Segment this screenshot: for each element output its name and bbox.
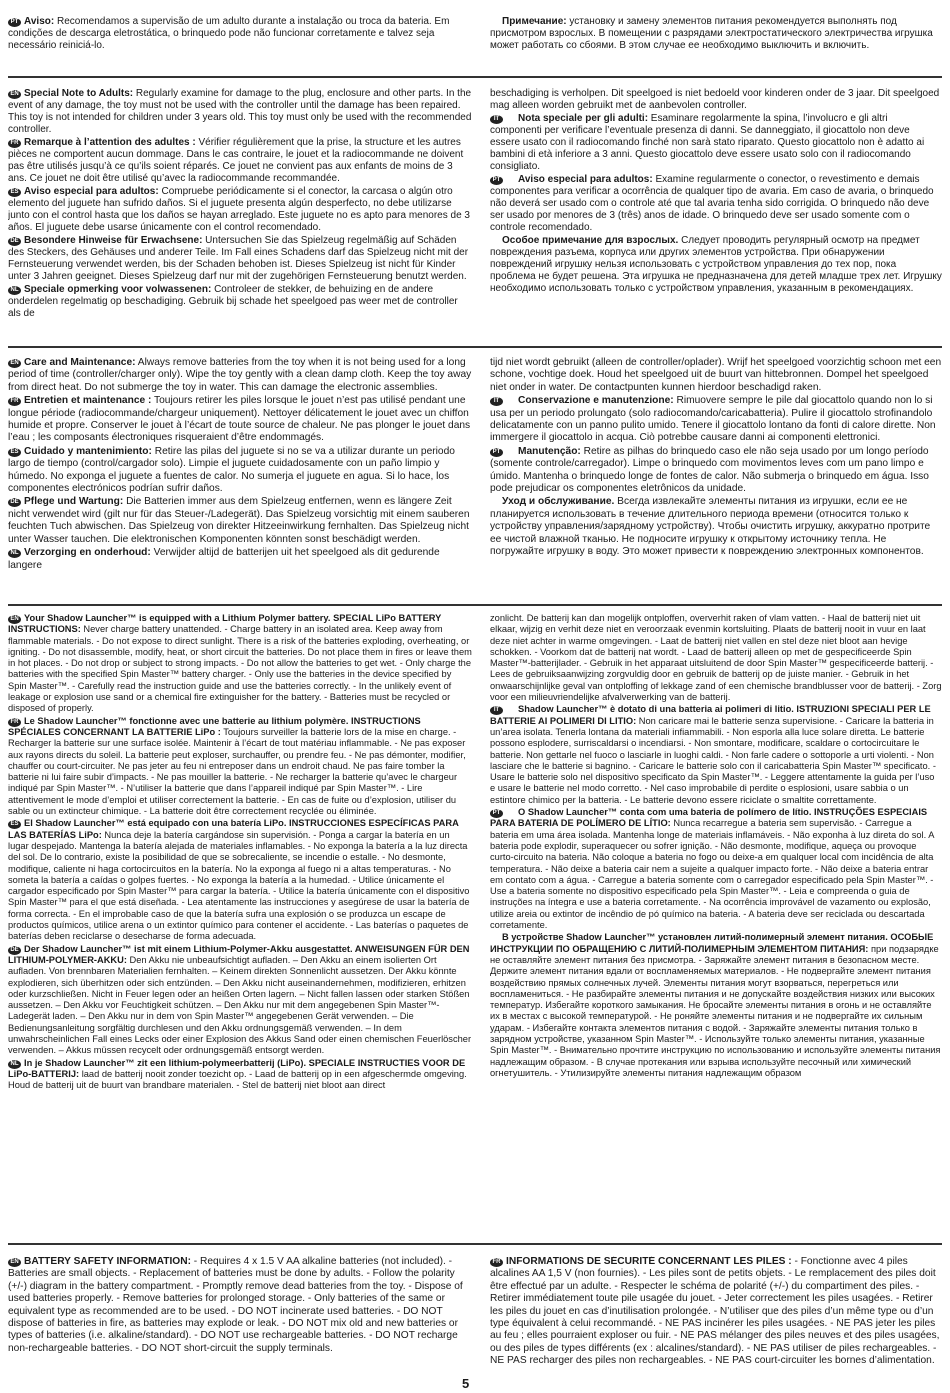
section-lipo-battery <box>8 613 942 1237</box>
paragraph-heading: Entretien et maintenance : <box>24 395 152 407</box>
language-badge-es: ES <box>8 448 21 457</box>
paragraph-body: Examine regularmente o conector, o revestimento e demais componentes para verificar a ocorrência de qualquer tipo de avaria. Em caso de avaria, o brinquedo não deverá ser usado com o controle até que tal avaria tenha sido corrigida. O brinquedo não deve ser usado por menores de 3 (três) anos de idade. O brinquedo deve ser usado somente com o controle recomendado. <box>490 174 934 233</box>
section-special-note <box>8 88 942 338</box>
paragraph-body: Nunca recarregue a bateria sem supervisão. - Carregue a bateria em uma área isolada. Mantenha longe de materiais inflamáveis. - Não exponha à luz direta do sol. A bateria pode explodir, superaquecer ou sofrer ignição. - Não desmonte, modifique, aqueça ou provoque curto-circuito na bateria. Não coloque a bateria no fogo ou deixe-a em qualquer local com incidência de alta temperatura. - Não deixe a bateria cair nem a sujeite a qualquer impacto forte. - Não deixe a bateria entrar em contato com a água. - Carregue a bateria somente com o carregador especificado pela Spin Master™. - Use a bateria somente no dispositivo especificado pela Spin Master™. - Leia e compreenda o guia de instruções na íntegra e use a bateria corretamente. - Na ocorrência improvável de vazamento ou explosão, utilize areia ou extintor de incêndio de pó químico na bateria. - A bateria deve ser reciclada ou descartada corretamente. <box>490 818 934 931</box>
column-right <box>490 613 942 1080</box>
paragraph-nl-continued <box>490 88 942 112</box>
language-badge-en: EN <box>8 615 21 624</box>
paragraph-body: - Fonctionne avec 4 piles alcalines AA 1,5 V (non fournies). - Les piles sont de petits objets. - Le remplacement des piles doit être effectué par un adulte. - Respecter le schéma de polarité (+/-) du compartiment des piles. - Retirer immédiatement toute pile usagée du jouet. - Jeter correctement les piles usagées. - Retirer les piles du jouet en cas d’inutilisation prolongée. - N’utiliser que des piles d’un même type ou d’un type équivalent à celui recommandé. - NE PAS incinérer les piles usagées. - NE PAS jeter les piles au feu ; elles pourraient exploser ou fuir. - NE PAS mélanger des piles neuves et des piles usagées, ou des piles de types différents (ex : alcalines/standard). - NE PAS utiliser de piles rechargeables. - NE PAS recharger des piles non rechargeables. - NE PAS court-circuiter les bornes d’alimentation. <box>490 1256 940 1367</box>
paragraph-nl-continued <box>490 613 942 703</box>
language-badge-it: IT <box>490 706 503 715</box>
paragraph-heading: Special Note to Adults: <box>24 88 134 99</box>
paragraph-heading: Nota speciale per gli adulti: <box>518 113 649 124</box>
column-left <box>8 357 472 573</box>
paragraph-de <box>8 944 472 1057</box>
paragraph-body: Toujours retirer les piles lorsque le jouet n’est pas utilisé pendant une longue période (radiocommande/chargeur uniquement). Nettoyer délicatement le jouet avec un chiffon humide et propre. Conserver le jouet à l’écart de toute source de chaleur. Ne pas plonger le jouet dans l’eau ; les composants électroniques risqueraient d’être endommagés. <box>8 395 471 444</box>
paragraph-body: Verwijder altijd de batterijen uit het speelgoed als dit gedurende langere <box>8 547 440 571</box>
section-battery-safety <box>8 1256 942 1388</box>
paragraph-pt <box>8 16 472 52</box>
paragraph-heading: Cuidado y mantenimiento: <box>24 445 152 457</box>
paragraph-nl <box>8 284 472 320</box>
language-badge-de: DE <box>8 498 21 507</box>
language-badge-it: IT <box>490 115 503 124</box>
column-right <box>490 88 942 296</box>
paragraph-fr <box>8 716 472 818</box>
column-left <box>8 16 472 53</box>
paragraph-heading: Manutenção: <box>518 445 581 457</box>
section-warning <box>8 16 942 66</box>
language-badge-pt: PT <box>490 809 503 818</box>
paragraph-body: Esaminare regolarmente la spina, l’involucro e gli altri componenti per verificare l’eventuale presenza di danni. Se danneggiato, il giocattolo non deve essere usato con il radiocomando finché non sarà stato riparato. Questo giocattolo non è adatto ai bambini di età inferiore a 3 anni. Questo giocattolo deve essere usato solo con il radiocomando consigliato. <box>490 113 925 172</box>
paragraph-fr <box>8 137 472 185</box>
language-badge-en: EN <box>8 359 21 368</box>
column-right <box>490 16 942 53</box>
paragraph-body: Следует проводить регулярный осмотр на предмет повреждения разъема, корпуса или других элементов устройства. При обнаружении повреждений игрушку нельзя использовать с устройством управления до тех пор, пока проблема не будет решена. Эта игрушка не предназначена для детей младше трех лет. Игрушку необходимо использовать только с устройством управления, указанным в рекомендациях. <box>490 235 942 294</box>
paragraph-body: Vérifier régulièrement que la prise, la structure et les autres pièces ne comportent aucun dommage. Dans le cas contraire, le jouet et la radiocommande ne doivent pas être utilisés jusqu’à ce qu’ils soient réparés. Ce jouet ne convient pas aux enfants de moins de 3 ans. Ce jouet ne doit être utilisé qu’avec la radiocommande recommandée. <box>8 137 464 184</box>
paragraph-pt <box>490 807 942 931</box>
paragraph-heading: BATTERY SAFETY INFORMATION: <box>24 1256 191 1267</box>
paragraph-fr <box>490 1256 942 1368</box>
paragraph-body: laad de batterij nooit zonder toezicht op. - Laad de batterij op in een afgeschermde omgeving. Houd de batterij uit de buurt van brandbare materialen. - Stel de batterij niet bloot aan direct <box>8 1068 467 1091</box>
paragraph-body: zonlicht. De batterij kan dan mogelijk ontploffen, oververhit raken of vlam vatten. - Haal de batterij niet uit elkaar, wijzig en verhit deze niet en veroorzaak evenmin kortsluiting. Plaats de batterij nooit in vuur en laat deze niet achter in warme omgevingen. - Laat de batterij niet vallen en stel deze niet bloot aan hevige schokken. - Voorkom dat de batterij nat wordt. - Laad de batterij alleen op met de gespecificeerde Spin Master™-batterijlader. - Gebruik in het apparaat uitsluitend de door Spin Master™ gespecificeerde batterij. - Lees de gebruiksaanwijzing zorgvuldig door en gebruik de batterij op de juiste manier. - Gebruik in het onwaarschijnlijke geval van ontploffing of lekkage zand of een chemische brandblusser voor de batterij. - Zorg voor een milieuvriendelijke afvalverwerking van de batterij. <box>490 613 942 703</box>
paragraph-heading: Besondere Hinweise für Erwachsene: <box>24 235 203 246</box>
section-care-maintenance <box>8 357 942 597</box>
paragraph-heading: Особое примечание для взрослых. <box>502 235 679 246</box>
paragraph-ru <box>490 932 942 1079</box>
paragraph-body: Compruebe periódicamente si el conector, la carcasa o algún otro elemento del juguete han sufrido daños. Si el juguete presenta algún desperfecto, no debe utilizarse junto con el control hasta que los daños se hayan arreglado. Este juguete no es apto para menores de 3 años. El juguete debe usarse únicamente con el control recomendado. <box>8 186 470 233</box>
section-divider <box>8 346 942 348</box>
paragraph-body: beschadiging is verholpen. Dit speelgoed is niet bedoeld voor kinderen onder de 3 jaar. Dit speelgoed mag alleen worden gebruikt met de aanbevolen controller. <box>490 88 940 111</box>
paragraph-es <box>8 818 472 942</box>
language-badge-en: EN <box>8 90 21 99</box>
paragraph-heading: Aviso: <box>24 16 55 27</box>
paragraph-body: Controleer de stekker, de behuizing en de andere onderdelen regelmatig op beschadiging. Gebruik bij schade het speelgoed pas weer met de controller als de <box>8 284 458 319</box>
language-badge-fr: FR <box>490 1258 503 1267</box>
language-badge-fr: FR <box>8 397 21 406</box>
paragraph-heading: Shadow Launcher™ è dotato di una batteria ai polimeri di litio. ISTRUZIONI SPECIALI PER LE BATTERIE AI POLIMERI DI LITIO: <box>490 704 931 726</box>
paragraph-it <box>490 704 942 806</box>
paragraph-body: Die Batterien immer aus dem Spielzeug entfernen, wenn es längere Zeit nicht verwendet wird (gilt nur für das Steuer-/Ladegerät). Das Spielzeug vorsichtig mit einem sauberen feuchten Tuch abwischen. Das Spielzeug von direkter Hitzeeinwirkung fernhalten. Das Spielzeug nicht unter Wasser tauchen. Die elektronischen Komponenten könnten sonst beschädigt werden. <box>8 496 470 545</box>
paragraph-nl <box>8 1058 472 1092</box>
paragraph-ru <box>490 235 942 295</box>
paragraph-pt <box>490 174 942 234</box>
paragraph-body: Всегда извлекайте элементы питания из игрушки, если ее не планируется использовать в течение длительного периода времени (относится только к устройству управления/зарядному устройству). Чтобы очистить игрушку, аккуратно протрите ее чистой влажной тканью. Не подносите игрушку к открытому источнику тепла. Не погружайте игрушку в воду. Это может привести к повреждению электронных компонентов. <box>490 496 931 558</box>
paragraph-heading: In je Shadow Launcher™ zit een lithium-polymeerbatterij (LiPo). SPECIALE INSTRUCTIES VOOR DE LiPo-BATTERIJ: <box>8 1057 466 1079</box>
language-badge-nl: NL <box>8 1060 21 1069</box>
language-badge-pt: PT <box>8 18 21 27</box>
language-badge-it: IT <box>490 397 503 406</box>
paragraph-heading: O Shadow Launcher™ conta com uma bateria de polímero de lítio. INSTRUÇÕES ESPECIAIS PARA BATERIA DE POLÍMERO DE LÍTIO: <box>490 807 928 829</box>
paragraph-heading: Your Shadow Launcher™ is equipped with a Lithium Polymer battery. SPECIAL LiPo BATTERY INSTRUCTIONS: <box>8 613 442 635</box>
section-divider <box>8 604 942 606</box>
paragraph-de <box>8 496 472 546</box>
language-badge-pt: PT <box>490 176 503 185</box>
language-badge-fr: FR <box>8 718 21 727</box>
paragraph-heading: Aviso especial para adultos: <box>24 186 159 197</box>
paragraph-heading: Der Shadow Launcher™ ist mit einem Lithium-Polymer-Akku ausgestattet. ANWEISUNGEN FÜR DEN LITHIUM-POLYMER-AKKU: <box>8 943 470 965</box>
paragraph-heading: Le Shadow Launcher™ fonctionne avec une batterie au lithium polymère. INSTRUCTIONS SPÉCIALES CONCERNANT LA BATTERIE LiPo : <box>8 715 421 737</box>
paragraph-heading: Speciale opmerking voor volwassenen: <box>24 284 212 295</box>
paragraph-en <box>8 613 472 715</box>
column-right <box>490 357 942 560</box>
paragraph-heading: Aviso especial para adultos: <box>518 174 653 185</box>
language-badge-en: EN <box>8 1258 21 1267</box>
paragraph-en <box>8 1256 472 1355</box>
paragraph-pt <box>490 446 942 496</box>
paragraph-nl-continued <box>490 357 942 394</box>
section-divider <box>8 1243 942 1245</box>
paragraph-body: при подзарядке не оставляйте элемент питания без присмотра. - Заряжайте элемент питания в безопасном месте. Держите элемент питания вдали от воспламеняемых материалов. - Не подвергайте элемент питания воздействию прямых солнечных лучей. Элементы питания могут взорваться, перегреться или воспламениться. - Не разбирайте элементы питания и не допускайте воздействия низких или высоких температур. Избегайте короткого замыкания. Не бросайте элементы питания в огонь и не оставляйте их в местах с высокой температурой. - Не роняйте элементы питания и не подвергайте их сильным ударам. - Избегайте контакта элементов питания с водой. - Заряжайте элементы питания только в зарядном устройстве, указанном Spin Master™. - Используйте только элементы питания, указанные Spin Master™. - Внимательно прочтите инструкцию по использованию и используйте элементы питания надлежащим образом. - В случае протекания или взрыва используйте песочный или химический огнетушитель. - Утилизируйте элементы питания надлежащим образом <box>490 943 941 1078</box>
column-right <box>490 1256 942 1369</box>
paragraph-body: Rimuovere sempre le pile dal giocattolo quando non lo si usa per un periodo prolungato (solo radiocomando/caricabatteria). Pulire il giocattolo strofinandolo delicatamente con un panno pulito umido. Tenere il giocattolo lontano da fonti di calore dirette. Non immergere il giocattolo in acqua. Ciò potrebbe causare danni ai componenti elettronici. <box>490 395 936 444</box>
language-badge-nl: NL <box>8 286 21 295</box>
paragraph-body: Den Akku nie unbeaufsichtigt aufladen. – Den Akku an einem isolierten Ort aufladen. Von brennbaren Materialien fernhalten. – Keinem direkten Sonnenlicht aussetzen. Der Akku könnte explodieren, sich überhitzen oder sich entzünden. – Den Akku nicht auseinandernehmen, modifizieren, erhitzen oder kurzschließen. Nicht in Feuer legen oder an heißen Orten lagern. – Nicht fallen lassen oder starken Stößen aussetzen. – Den Akku vor Feuchtigkeit schützen. – Den Akku nur mit dem angegebenen Spin Master™-Ladegerät laden. – Den Akku nur in dem von Spin Master™ angegebenen Gerät verwenden. – Die Bedienungsanleitung sorgfältig durchlesen und den Akku ordnungsgemäß verwenden. – In dem unwahrscheinlichen Fall eines Lecks oder einer Explosion des Akkus Sand oder einen chemischen Feuerlöscher verwenden. – Akkus müssen recycelt oder ordnungsgemäß entsorgt werden. <box>8 954 472 1056</box>
language-badge-es: ES <box>8 820 21 829</box>
paragraph-body: Toujours surveiller la batterie lors de la mise en charge. - Recharger la batterie sur une surface isolée. Maintenir à l’écart de tout matériau inflammable. - Ne pas exposer aux rayons directs du soleil. La batterie peut exploser, surchauffer, ou prendre feu. - Ne pas démonter, modifier, chauffer ou court-circuiter. Ne pas jeter au feu ni entreposer dans un endroit chaud. Ne pas faire tomber la batterie ni lui faire subir d’impacts. - Ne pas mouiller la batterie. - Ne recharger la batterie qu’avec le chargeur indiqué par Spin Master™. - N’utiliser la batterie que dans l’appareil indiqué par Spin Master™. - Lire attentivement le mode d’emploi et utiliser correctement la batterie. - En cas de fuite ou d’explosion, utiliser du sable ou un extincteur chimique. - La batterie doit être correctement recyclée ou éliminée. <box>8 726 466 817</box>
language-badge-de: DE <box>8 237 21 246</box>
paragraph-body: Nunca deje la batería cargándose sin supervisión. - Ponga a cargar la batería en un lugar despejado. Mantenga la batería alejada de materiales inflamables. - No exponga la batería a la luz directa del sol. De lo contrario, existe la posibilidad de que se sobrecaliente, se incendie o estalle. - No desmonte, modifique, caliente ni haga cortocircuitos en la batería. No la exponga al fuego ni a altas temperaturas. - No someta la batería a caídas o golpes fuertes. - No exponga la batería a la humedad. - Utilice únicamente el cargador especificado por Spin Master™ para cargar la batería. - Utilice la batería únicamente con el dispositivo Spin Master™ para el que está diseñada. - Lea atentamente las instrucciones y asegúrese de usar la batería de forma correcta. - En el improbable caso de que la batería sufra una explosión o se produzca un escape de productos químicos, utilice arena o un extintor químico para contener el accidente. - Las baterías o paquetes de baterías deben reciclarse o desecharse de forma adecuada. <box>8 829 470 942</box>
paragraph-heading: El Shadow Launcher™ está equipado con una batería LiPo. INSTRUCCIONES ESPECÍFICAS PARA LAS BATERÍAS LiPo: <box>8 818 459 840</box>
paragraph-it <box>490 113 942 173</box>
section-divider <box>8 76 942 78</box>
language-badge-fr: FR <box>8 139 21 148</box>
paragraph-es <box>8 446 472 496</box>
paragraph-fr <box>8 395 472 445</box>
language-badge-nl: NL <box>8 549 21 558</box>
paragraph-heading: Care and Maintenance: <box>24 357 136 368</box>
paragraph-heading: В устройстве Shadow Launcher™ установлен литий-полимерный элемент питания. ОСОБЫЕ ИНСТРУКЦИИ ПО ОБРАЩЕНИЮ С ЛИТИЙ-ПОЛИМЕРНЫМ ЭЛЕМЕНТОМ ПИТАНИЯ: <box>490 932 934 954</box>
paragraph-heading: Verzorging en onderhoud: <box>24 547 151 559</box>
paragraph-en <box>8 357 472 394</box>
paragraph-heading: INFORMATIONS DE SÉCURITÉ CONCERNANT LES PILES : <box>506 1256 792 1267</box>
paragraph-body: установку и замену элементов питания рекомендуется выполнять под присмотром взрослых. В помещении с разрядами электростатического электричества игрушка может работать со сбоями. В этом случае ее необходимо выключить и включить. <box>490 16 933 51</box>
paragraph-heading: Уход и обслуживание. <box>502 496 615 508</box>
paragraph-heading: Remarque à l’attention des adultes : <box>24 137 196 148</box>
column-left <box>8 88 472 321</box>
column-left <box>8 1256 472 1356</box>
language-badge-es: ES <box>8 188 21 197</box>
paragraph-nl <box>8 547 472 572</box>
paragraph-body: Regularly examine for damage to the plug, enclosure and other parts. In the event of any damage, the toy must not be used with the controller until the damage has been repaired. This toy is not intended for children under 3 years old. This toy must only be used with the recommended controller. <box>8 88 472 135</box>
paragraph-body: Untersuchen Sie das Spielzeug regelmäßig auf Schäden des Steckers, des Gehäuses und anderer Teile. Im Fall eines Schadens darf das Spielzeug nicht mit der Fernsteuerung verwendet werden, bis der Schaden behoben ist. Dieses Spielzeug ist nicht für Kinder unter 3 Jahren geeignet. Dieses Spielzeug darf nur mit der zugehörigen Fernsteuerung benutzt werden. <box>8 235 469 282</box>
paragraph-it <box>490 395 942 445</box>
paragraph-body: Recomendamos a supervisão de um adulto durante a instalação ou troca da bateria. Em condições de descarga eletrostática, o brinquedo pode não funcionar corretamente e talvez seja necessário reiniciá-lo. <box>8 16 450 51</box>
page-number: 5 <box>462 1376 470 1391</box>
paragraph-body: Always remove batteries from the toy when it is not being used for a long period of time (controller/charger only). Wipe the toy gently with a clean damp cloth. Keep the toy away from direct heat. Do not submerge the toy in water. This can damage the electronic assemblies. <box>8 357 472 393</box>
paragraph-ru <box>490 496 942 558</box>
paragraph-ru <box>490 16 942 52</box>
paragraph-de <box>8 235 472 283</box>
paragraph-heading: Pflege und Wartung: <box>24 496 124 508</box>
paragraph-body: tijd niet wordt gebruikt (alleen de controller/oplader). Wrijf het speelgoed voorzichtig schoon met een schone, vochtige doek. Houd het speelgoed uit de buurt van hittebronnen. Dompel het speelgoed niet onder in water. De contactpunten kunnen hierdoor beschadigd raken. <box>490 357 942 393</box>
paragraph-body: Retire as pilhas do brinquedo caso ele não seja usado por um longo período (somente controle/carregador). Limpe o brinquedo com movimentos leves com um pano limpo e úmido. Mantenha o brinquedo longe de fontes de calor. Não submerja o brinquedo em água. Isso pode prejudicar os componentes eletrônicos da unidade. <box>490 445 929 495</box>
paragraph-heading: Conservazione e manutenzione: <box>518 395 674 407</box>
paragraph-body: Retire las pilas del juguete si no se va a utilizar durante un periodo largo de tiempo (control/cargador solo). Limpie el juguete cuidadosamente con un paño limpio y húmedo. No exponga el juguete a fuentes de calor. No sumerja el juguete en agua. Si lo hace, los componentes electrónicos podrían sufrir daños. <box>8 445 455 495</box>
language-badge-pt: PT <box>490 448 503 457</box>
paragraph-en <box>8 88 472 136</box>
paragraph-heading: Примечание: <box>502 16 567 27</box>
paragraph-es <box>8 186 472 234</box>
paragraph-body: Non caricare mai le batterie senza supervisione. - Caricare la batteria in un’area isolata. Tenerla lontana da materiali infiammabili. - Non esporla alla luce solare diretta. Le batterie possono esplodere, surriscaldarsi o incendiarsi. - Non smontare, modificare, scaldare o cortocircuitare le batterie. Non gettarle nel fuoco o lasciarle in luoghi caldi. - Non farle cadere o sottoporle a urti violenti. - Non lasciare che le batterie si bagnino. - Caricare le batterie solo con il caricabatteria Spin Master™ specificato. - Usare le batterie solo nel dispositivo specificato da Spin Master™. - Leggere attentamente la guida per l’uso e usare le batterie nel modo corretto. - Nel caso improbabile di perdite o esplosioni, usare sabbia o un estintore chimico per la batteria. - Le batterie devono essere riciclate o smaltite correttamente. <box>490 715 936 805</box>
language-badge-de: DE <box>8 946 21 955</box>
column-left <box>8 613 472 1092</box>
paragraph-body: - Requires 4 x 1.5 V AA alkaline batteries (not included). - Batteries are small objects. - Replacement of batteries must be done by adults. - Follow the polarity (+/-) diagram in the battery compartment. - Promptly remove dead batteries from the toy. - Dispose of used batteries properly. - Remove batteries for prolonged storage. - Only batteries of the same or equivalent type as recommended are to be used. - DO NOT incinerate used batteries. - DO NOT dispose of batteries in fire, as batteries may explode or leak. - DO NOT mix old and new batteries or types of batteries (i.e. alkaline/standard). - DO NOT use rechargeable batteries. - DO NOT recharge non-rechargeable batteries. - DO NOT short-circuit the supply terminals. <box>8 1256 463 1354</box>
paragraph-body: Never charge battery unattended. - Charge battery in an isolated area. Keep away from flammable materials. - Do not expose to direct sunlight. There is a risk of the batteries exploding, overheating, or igniting. - Do not disassemble, modify, heat, or short circuit the batteries. Do not place them in fires or leave them in hot places. - Do not drop or subject to strong impacts. - Do not allow the batteries to get wet. - Only charge the batteries with the specified Spin Master™ battery charger. - Only use the batteries in the device specified by Spin Master™. - Carefully read the instruction guide and use the batteries correctly. - In the unlikely event of leakage or explosion use sand or a chemical fire extinguisher for the battery. - Batteries must be recycled or disposed of properly. <box>8 624 472 714</box>
